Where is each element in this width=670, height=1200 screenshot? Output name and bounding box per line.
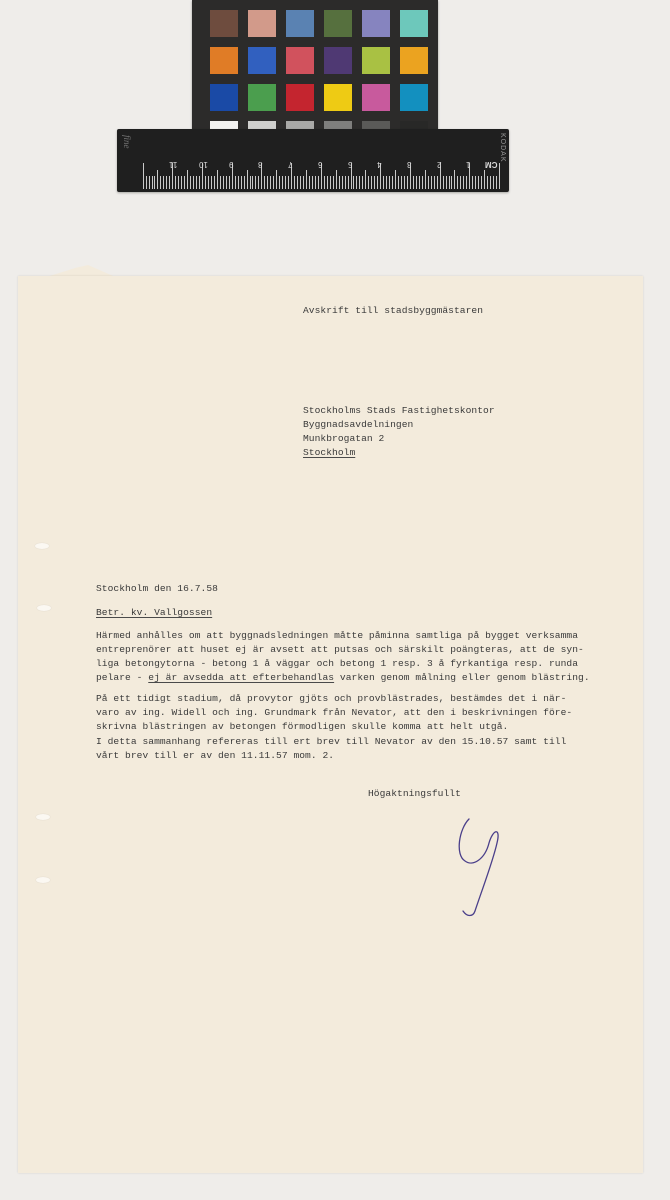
- ruler-tick: [407, 176, 408, 189]
- copy-note: Avskrift till stadsbyggmästaren: [303, 305, 484, 316]
- color-swatch: [248, 47, 276, 74]
- paragraph-1-line-3: liga betongytorna - betong 1 å väggar och betong 1 resp. 3 å fyrkantiga resp. runda: [96, 658, 578, 669]
- ruler-tick: [247, 170, 248, 189]
- ruler-tick: [454, 170, 455, 189]
- ruler-tick: [166, 176, 167, 189]
- ruler-tick: [214, 176, 215, 189]
- ruler-tick: [250, 176, 251, 189]
- paragraph-1-line-1: Härmed anhålles om att byggnadsledningen måtte påminna samtliga på bygget verksamma: [96, 630, 578, 641]
- ruler-tick: [493, 176, 494, 189]
- ruler-tick: [463, 176, 464, 189]
- emphasized-phrase: ej är avsedda att efterbehandlas: [148, 672, 335, 683]
- ruler-tick: [425, 170, 426, 189]
- punch-hole: [35, 543, 49, 549]
- ruler-tick: [312, 176, 313, 189]
- ruler-tick: [434, 176, 435, 189]
- ruler-tick: [241, 176, 242, 189]
- ruler-tick: [318, 176, 319, 189]
- recipient-city: Stockholm: [303, 447, 356, 458]
- ruler-tick: [220, 176, 221, 189]
- ruler-number: 3: [406, 160, 412, 169]
- ruler-tick: [395, 170, 396, 189]
- ruler-tick: [160, 176, 161, 189]
- ruler-tick: [374, 176, 375, 189]
- ruler-number: 9: [228, 160, 234, 169]
- ruler-tick: [371, 176, 372, 189]
- color-swatch: [248, 10, 276, 37]
- color-swatch: [400, 47, 428, 74]
- ruler-tick: [196, 176, 197, 189]
- place-date: Stockholm den 16.7.58: [96, 583, 218, 594]
- ruler-brand-label: KODAK: [499, 133, 506, 163]
- ruler-tick: [306, 170, 307, 189]
- color-swatch: [400, 10, 428, 37]
- ruler-number: 10: [199, 160, 208, 169]
- ruler-number: 2: [436, 160, 442, 169]
- ruler-tick: [143, 163, 144, 189]
- color-swatch: [210, 10, 238, 37]
- ruler-tick: [157, 170, 158, 189]
- ruler-tick: [389, 176, 390, 189]
- ruler-number: 6: [317, 160, 323, 169]
- ruler-tick: [276, 170, 277, 189]
- color-swatch: [324, 84, 352, 111]
- ruler-tick: [478, 176, 479, 189]
- ruler-tick: [270, 176, 271, 189]
- color-swatch: [362, 84, 390, 111]
- ruler-tick: [416, 176, 417, 189]
- ruler-tick: [342, 176, 343, 189]
- ruler-tick: [178, 176, 179, 189]
- ruler-tick: [199, 176, 200, 189]
- ruler-number: 5: [347, 160, 352, 169]
- ruler-tick: [333, 176, 334, 189]
- ruler-tick: [487, 176, 488, 189]
- ruler-tick: [466, 176, 467, 189]
- ruler-tick: [475, 176, 476, 189]
- ruler-tick: [368, 176, 369, 189]
- paragraph-3-line-1: I detta sammanhang refereras till ert brev till Nevator av den 15.10.57 samt till: [96, 736, 567, 747]
- ruler-tick: [356, 176, 357, 189]
- ruler-tick: [288, 176, 289, 189]
- ruler-tick: [327, 176, 328, 189]
- ruler-tick: [235, 176, 236, 189]
- ruler-tick: [481, 176, 482, 189]
- line-4-end: varken genom målning eller genom blästring.: [334, 672, 590, 683]
- ruler-tick: [175, 176, 176, 189]
- ruler-tick: [146, 176, 147, 189]
- ruler-tick: [422, 176, 423, 189]
- ruler-tick: [226, 176, 227, 189]
- color-swatch: [210, 84, 238, 111]
- ruler-tick: [309, 176, 310, 189]
- ruler-tick: [255, 176, 256, 189]
- ruler-tick: [413, 176, 414, 189]
- color-swatch: [324, 10, 352, 37]
- color-swatch: [286, 84, 314, 111]
- closing-salutation: Högaktningsfullt: [368, 788, 461, 799]
- ruler-tick: [386, 176, 387, 189]
- color-swatch: [286, 10, 314, 37]
- ruler-tick: [205, 176, 206, 189]
- ruler-tick: [451, 176, 452, 189]
- ruler-number: 4: [377, 160, 382, 169]
- ruler-tick: [484, 170, 485, 189]
- punch-hole: [36, 814, 50, 820]
- ruler-tick: [229, 176, 230, 189]
- paragraph-3-line-2: vårt brev till er av den 11.11.57 mom. 2.: [96, 750, 335, 761]
- paragraph-2-line-1: På ett tidigt stadium, då provytor gjöts och provblästrades, bestämdes det i när-: [96, 693, 567, 704]
- ruler-tick: [244, 176, 245, 189]
- ruler-tick: [279, 176, 280, 189]
- ruler-tick: [345, 176, 346, 189]
- ruler-tick: [187, 170, 188, 189]
- color-swatch: [400, 84, 428, 111]
- ruler-tick: [303, 176, 304, 189]
- ruler-tick: [446, 176, 447, 189]
- punch-hole: [36, 877, 50, 883]
- recipient-line-1: Stockholms Stads Fastighetskontor: [303, 405, 495, 416]
- ruler-tick: [404, 176, 405, 189]
- ruler-tick: [499, 163, 500, 189]
- ruler-tick: [211, 176, 212, 189]
- ruler-tick: [223, 176, 224, 189]
- ruler-tick: [401, 176, 402, 189]
- ruler-tick: [457, 176, 458, 189]
- ruler-number: 1: [466, 160, 471, 169]
- recipient-line-2: Byggnadsavdelningen: [303, 419, 414, 430]
- ruler-tick: [431, 176, 432, 189]
- ruler-tick: [273, 176, 274, 189]
- ruler-tick: [294, 176, 295, 189]
- paragraph-1-line-4: [96, 671, 590, 684]
- ruler-tick: [252, 176, 253, 189]
- paragraph-2-line-3: skrivna blästringen av betongen förmodligen skulle komma att helt utgå.: [96, 721, 509, 732]
- ruler-tick: [282, 176, 283, 189]
- ruler-tick: [336, 170, 337, 189]
- ruler-unit-label: CM: [485, 160, 498, 169]
- ruler-tick: [258, 176, 259, 189]
- ruler-tick: [152, 176, 153, 189]
- ruler-tick: [365, 170, 366, 189]
- ruler-tick: [496, 176, 497, 189]
- recipient-line-3: Munkbrogatan 2: [303, 433, 385, 444]
- color-swatch: [362, 10, 390, 37]
- color-swatch: [324, 47, 352, 74]
- ruler-tick: [353, 176, 354, 189]
- ruler-tick: [383, 176, 384, 189]
- ruler-maker-mark: fine: [122, 135, 132, 149]
- ruler-tick: [184, 176, 185, 189]
- paragraph-2-line-2: varo av ing. Widell och ing. Grundmark från Nevator, att den i beskrivningen före-: [96, 707, 573, 718]
- ruler-tick: [398, 176, 399, 189]
- ruler-tick: [443, 176, 444, 189]
- ruler-tick: [449, 176, 450, 189]
- ruler-tick: [330, 176, 331, 189]
- color-swatch: [210, 47, 238, 74]
- color-swatch: [362, 47, 390, 74]
- ruler-tick: [362, 176, 363, 189]
- ruler-tick: [392, 176, 393, 189]
- ruler-tick: [419, 176, 420, 189]
- ruler-tick: [377, 176, 378, 189]
- ruler-tick: [154, 176, 155, 189]
- ruler-tick: [169, 176, 170, 189]
- ruler-tick: [490, 176, 491, 189]
- ruler-number: 7: [288, 160, 293, 169]
- ruler-tick: [339, 176, 340, 189]
- ruler-tick: [315, 176, 316, 189]
- ruler-tick: [359, 176, 360, 189]
- ruler-tick: [149, 176, 150, 189]
- ruler-tick: [208, 176, 209, 189]
- ruler-tick: [348, 176, 349, 189]
- scale-ruler: [117, 129, 509, 192]
- ruler-tick: [324, 176, 325, 189]
- ruler-tick: [190, 176, 191, 189]
- ruler-tick: [163, 176, 164, 189]
- ruler-number: 11: [169, 160, 178, 169]
- ruler-tick: [460, 176, 461, 189]
- ruler-tick: [297, 176, 298, 189]
- ruler-tick: [267, 176, 268, 189]
- signature-icon: [455, 815, 505, 920]
- ruler-tick: [300, 176, 301, 189]
- ruler-tick: [238, 176, 239, 189]
- line-4-start: pelare -: [96, 672, 149, 683]
- color-swatch: [286, 47, 314, 74]
- paragraph-1-line-2: entreprenörer att huset ej är avsett att putsas och särskilt poängteras, att de syn-: [96, 644, 584, 655]
- color-swatch: [248, 84, 276, 111]
- ruler-tick: [437, 176, 438, 189]
- ruler-tick: [285, 176, 286, 189]
- subject-line: Betr. kv. Vallgossen: [96, 607, 213, 618]
- ruler-tick: [217, 170, 218, 189]
- punch-hole: [37, 605, 51, 611]
- ruler-tick: [193, 176, 194, 189]
- ruler-tick: [181, 176, 182, 189]
- ruler-tick: [428, 176, 429, 189]
- ruler-number: 8: [258, 160, 263, 169]
- ruler-tick: [472, 176, 473, 189]
- ruler-tick: [264, 176, 265, 189]
